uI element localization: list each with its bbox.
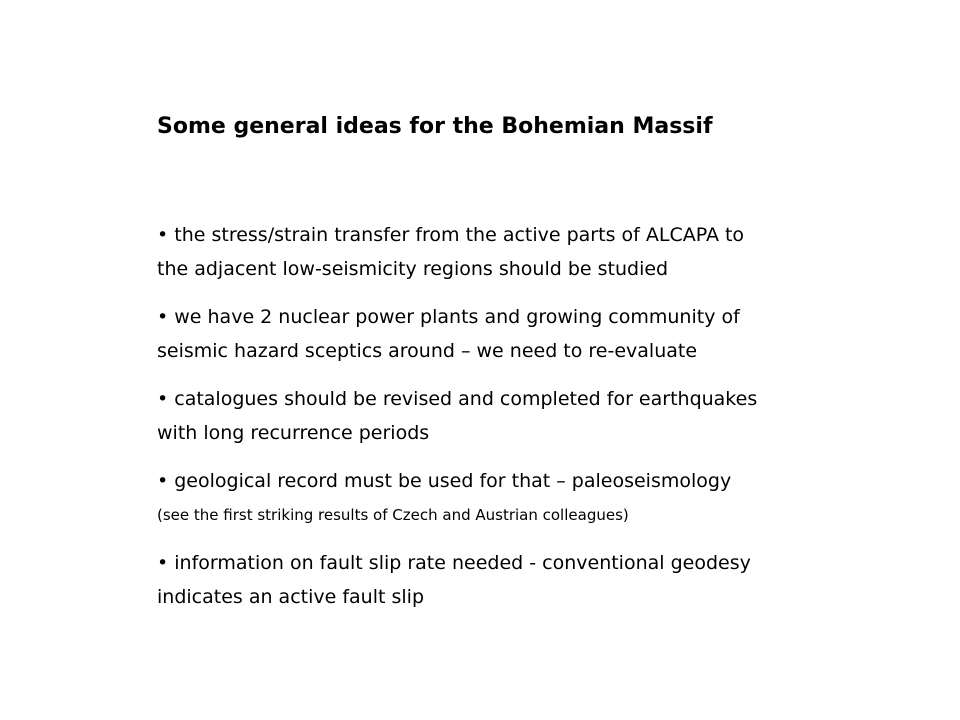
bullet-text-line: seismic hazard sceptics around – we need to re-evaluate [157,340,698,362]
bullet-text-line: • geological record must be used for that – paleoseismology [157,470,732,492]
bullet-text-line: • we have 2 nuclear power plants and growing community of [157,306,740,328]
bullet-item-fault-slip [157,546,837,614]
bullet-list [157,218,837,628]
bullet-text-line: indicates an active fault slip [157,586,425,608]
bullet-item-catalogues [157,382,837,450]
bullet-item-nuclear-plants [157,300,837,368]
bullet-text-line: • the stress/strain transfer from the active parts of ALCAPA to [157,224,745,246]
slide-title: Some general ideas for the Bohemian Massif [157,114,713,139]
bullet-text-line: the adjacent low-seismicity regions should be studied [157,258,669,280]
bullet-text-line: • catalogues should be revised and completed for earthquakes [157,388,758,410]
bullet-text-line: with long recurrence periods [157,422,430,444]
bullet-item-stress-transfer [157,218,837,286]
bullet-text-note: (see the first striking results of Czech and Austrian colleagues) [157,506,629,524]
bullet-text-line: • information on fault slip rate needed - conventional geodesy [157,552,751,574]
bullet-item-paleoseismology [157,464,837,532]
